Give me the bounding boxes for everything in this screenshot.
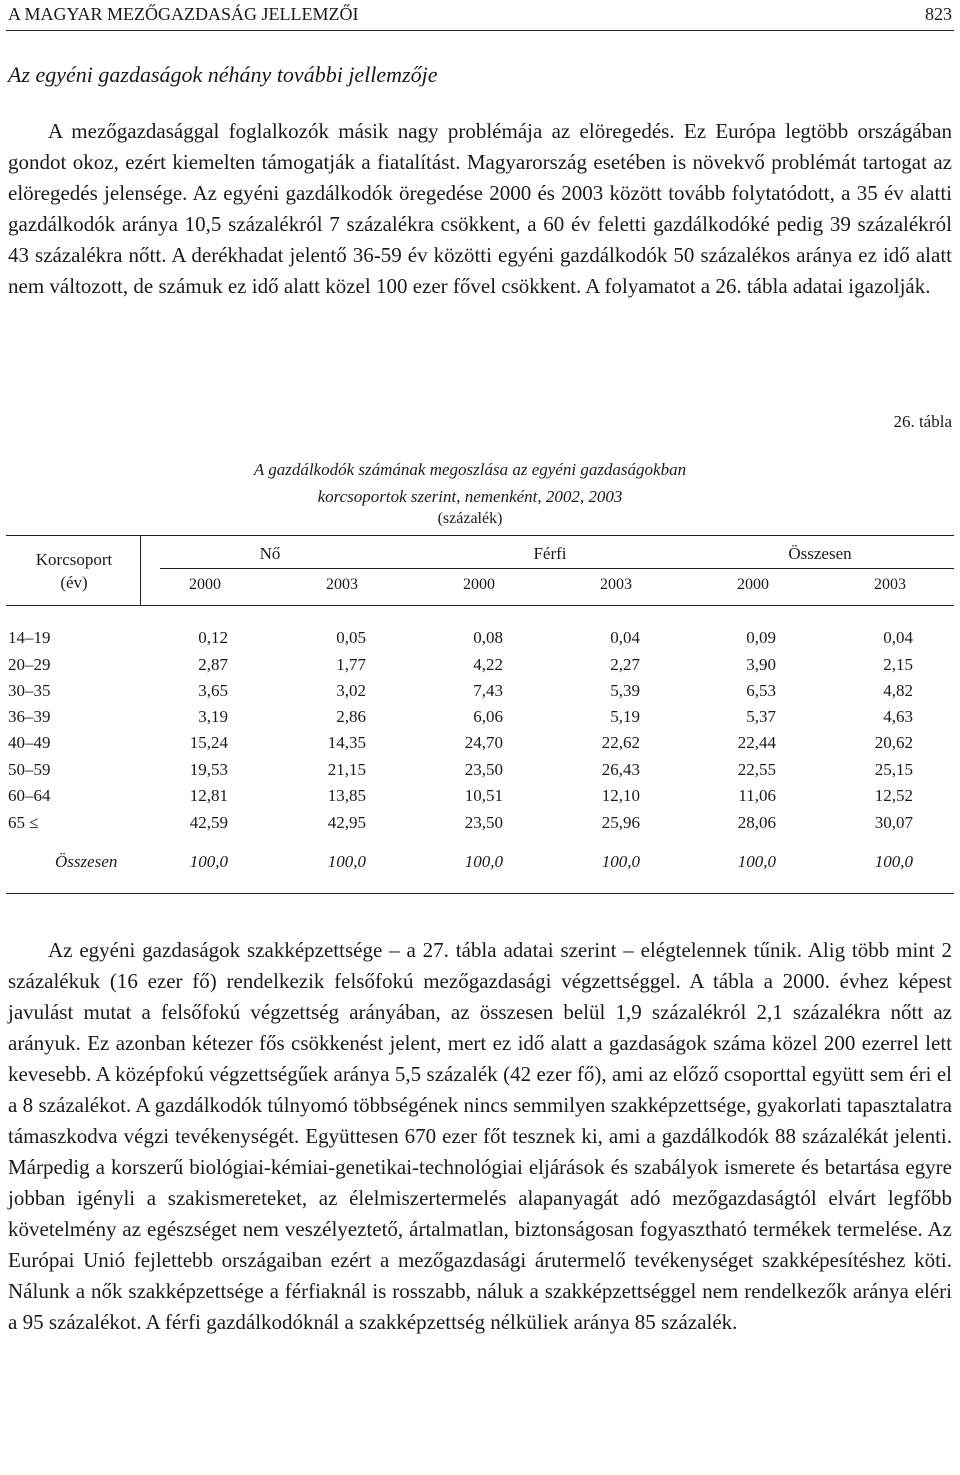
- body-paragraph: Az egyéni gazdaságok szakképzettsége – a 27. tábla adatai szerint – elégtelennek tűnik. Alig több mint 2 százalékuk (16 ezer fő) rendelkezik felsőfokú mezőgazdasági végzettséggel. A tábla a 2000. évhez képest javulást mutat a felsőfokú végzettség arányában, az összesen belül 1,9 százalékról 2,1 százalékra nőtt az arányuk. Ez azonban kétezer fős csökkenést jelent, mert ez idő alatt a gazdaságok száma közel 200 ezerrel lett kevesebb. A középfokú végzettségűek aránya 5,5 százalék (42 ezer fő), ami az előző csoporttal együtt sem éri el a 8 százalékot. A gazdálkodók túlnyomó többségének nincs semmilyen szakképzettsége, gyakorlati tapasztalatra támaszkodva végzi tevékenységét. Együttesen 670 ezer főt tesznek ki, ami a gazdálkodók 88 százalékát jelenti. Márpedig a korszerű biológiai-kémiai-genetikai-technológiai eljárások és szabályok ismerete és betartása egyre jobban igényli a szakismereteket, az élelmiszertermelés alapanyagát adó mezőgazdaságtól elvárt legfőbb követelmény az egészséget nem veszélyeztető, ártalmatlan, biztonságosan fogyasztható termékek termelése. Az Európai Unió fejlettebb országaiban ezért a mezőgazdasági árutermelő tevékenységet szakképesítéshez köti. Nálunk a nők szakképzettsége a férfiaknál is rosszabb, náluk a szakképzettséggel nem rendelkezők aránya eléri a 95 százalékot. A férfi gazdálkodóknál a szakképzettség nélküliek aránya 85 százalék.: [8, 938, 952, 1334]
- table-title-line-2: korcsoportok szerint, nemenként, 2002, 2003: [317, 487, 623, 506]
- stub-divider: [140, 535, 141, 605]
- cell: 14,35: [327, 733, 366, 752]
- group-header-total: Összesen: [788, 544, 852, 563]
- cell: 100,0: [327, 852, 366, 871]
- cell: 28,06: [737, 813, 776, 832]
- row-label: 40–49: [8, 733, 51, 752]
- cell: 42,59: [189, 813, 228, 832]
- header-divider: [6, 30, 954, 31]
- cell: 4,82: [883, 681, 913, 700]
- row-label: 36–39: [8, 707, 51, 726]
- cell: 100,0: [601, 852, 640, 871]
- cell: 2,86: [336, 707, 366, 726]
- cell: 25,15: [874, 760, 913, 779]
- table-bottom-rule: [6, 893, 954, 894]
- cell: 1,77: [336, 655, 366, 674]
- cell: 3,90: [746, 655, 776, 674]
- cell: 0,04: [883, 628, 913, 647]
- table-row: [0, 707, 960, 733]
- year-header: 2000: [737, 576, 769, 593]
- cell: 30,07: [874, 813, 913, 832]
- cell: 11,06: [738, 786, 776, 805]
- cell: 3,02: [336, 681, 366, 700]
- cell: 4,63: [883, 707, 913, 726]
- year-header: 2003: [326, 576, 358, 593]
- cell: 22,62: [601, 733, 640, 752]
- cell: 100,0: [737, 852, 776, 871]
- cell: 0,04: [610, 628, 640, 647]
- table-row: [0, 655, 960, 681]
- cell: 22,55: [737, 760, 776, 779]
- page-number: 823: [925, 3, 952, 24]
- cell: 6,53: [746, 681, 776, 700]
- table-unit: (százalék): [437, 510, 503, 527]
- cell: 0,12: [198, 628, 228, 647]
- table-row: [0, 681, 960, 707]
- table-row: [0, 786, 960, 812]
- intro-paragraph: A mezőgazdasággal foglalkozók másik nagy problémája az elöregedés. Ez Európa legtöbb országában gondot okoz, ezért kiemelten támogatják a fiatalítást. Magyarország esetében is növekvő problémát tartogat az elöregedés jelensége. Az egyéni gazdálkodók öregedése 2000 és 2003 között tovább folytatódott, a 35 év alatti gazdálkodók aránya 10,5 százalékról 7 százalékra csökkent, a 60 év feletti gazdálkodóké pedig 39 százalékról 43 százalékra nőtt. A derékhadat jelentő 36-59 év közötti egyéni gazdálkodók 50 százalékos aránya ez idő alatt nem változott, de számuk ez idő alatt közel 100 ezer fővel csökkent. A folyamatot a 26. tábla adatai igazolják.: [8, 119, 952, 298]
- cell: 2,87: [198, 655, 228, 674]
- cell: 12,52: [874, 786, 913, 805]
- cell: 100,0: [874, 852, 913, 871]
- cell: 4,22: [473, 655, 503, 674]
- table-top-rule: [6, 535, 954, 536]
- cell: 12,10: [601, 786, 640, 805]
- cell: 7,43: [473, 681, 503, 700]
- row-label: 50–59: [8, 760, 51, 779]
- cell: 3,65: [198, 681, 228, 700]
- cell: 20,62: [874, 733, 913, 752]
- cell: 0,05: [336, 628, 366, 647]
- total-label: Összesen: [55, 852, 118, 871]
- running-header: [8, 2, 952, 26]
- group-header-rule: [160, 568, 954, 569]
- row-label: 30–35: [8, 681, 51, 700]
- cell: 0,08: [473, 628, 503, 647]
- cell: 5,19: [610, 707, 640, 726]
- table-row: [0, 628, 960, 654]
- cell: 21,15: [327, 760, 366, 779]
- header-bottom-rule: [6, 605, 954, 606]
- cell: 15,24: [189, 733, 228, 752]
- table-row: [0, 813, 960, 839]
- table-number: 26. tábla: [893, 412, 952, 431]
- cell: 19,53: [189, 760, 228, 779]
- row-label: 65 ≤: [8, 813, 39, 832]
- table-row: [0, 760, 960, 786]
- cell: 100,0: [464, 852, 503, 871]
- cell: 2,15: [883, 655, 913, 674]
- running-header-title: A MAGYAR MEZŐGAZDASÁG JELLEMZŐI: [8, 3, 359, 24]
- stub-header-line-1: Korcsoport: [35, 550, 113, 569]
- group-header-female: Nő: [259, 544, 281, 563]
- cell: 23,50: [464, 813, 503, 832]
- cell: 13,85: [327, 786, 366, 805]
- cell: 12,81: [189, 786, 228, 805]
- cell: 24,70: [464, 733, 503, 752]
- year-header: 2003: [874, 576, 906, 593]
- cell: 25,96: [601, 813, 640, 832]
- row-label: 20–29: [8, 655, 51, 674]
- stub-header-line-2: (év): [60, 573, 88, 592]
- year-header: 2003: [600, 576, 632, 593]
- cell: 10,51: [464, 786, 503, 805]
- cell: 5,37: [746, 707, 776, 726]
- table-title-line-1: A gazdálkodók számának megoszlása az egyéni gazdaságokban: [253, 460, 687, 479]
- table-row: [0, 733, 960, 759]
- cell: 26,43: [601, 760, 640, 779]
- cell: 22,44: [737, 733, 776, 752]
- cell: 3,19: [198, 707, 228, 726]
- row-label: 60–64: [8, 786, 51, 805]
- cell: 100,0: [189, 852, 228, 871]
- cell: 23,50: [464, 760, 503, 779]
- stub-header: [8, 548, 140, 594]
- group-header-male: Férfi: [533, 544, 567, 563]
- cell: 2,27: [610, 655, 640, 674]
- table-total-row: [0, 852, 960, 878]
- cell: 5,39: [610, 681, 640, 700]
- year-header: 2000: [463, 576, 495, 593]
- cell: 42,95: [327, 813, 366, 832]
- row-label: 14–19: [8, 628, 51, 647]
- table-title: [130, 456, 810, 510]
- year-header: 2000: [189, 576, 221, 593]
- cell: 6,06: [473, 707, 503, 726]
- section-title: Az egyéni gazdaságok néhány további jellemzője: [8, 62, 438, 87]
- cell: 0,09: [746, 628, 776, 647]
